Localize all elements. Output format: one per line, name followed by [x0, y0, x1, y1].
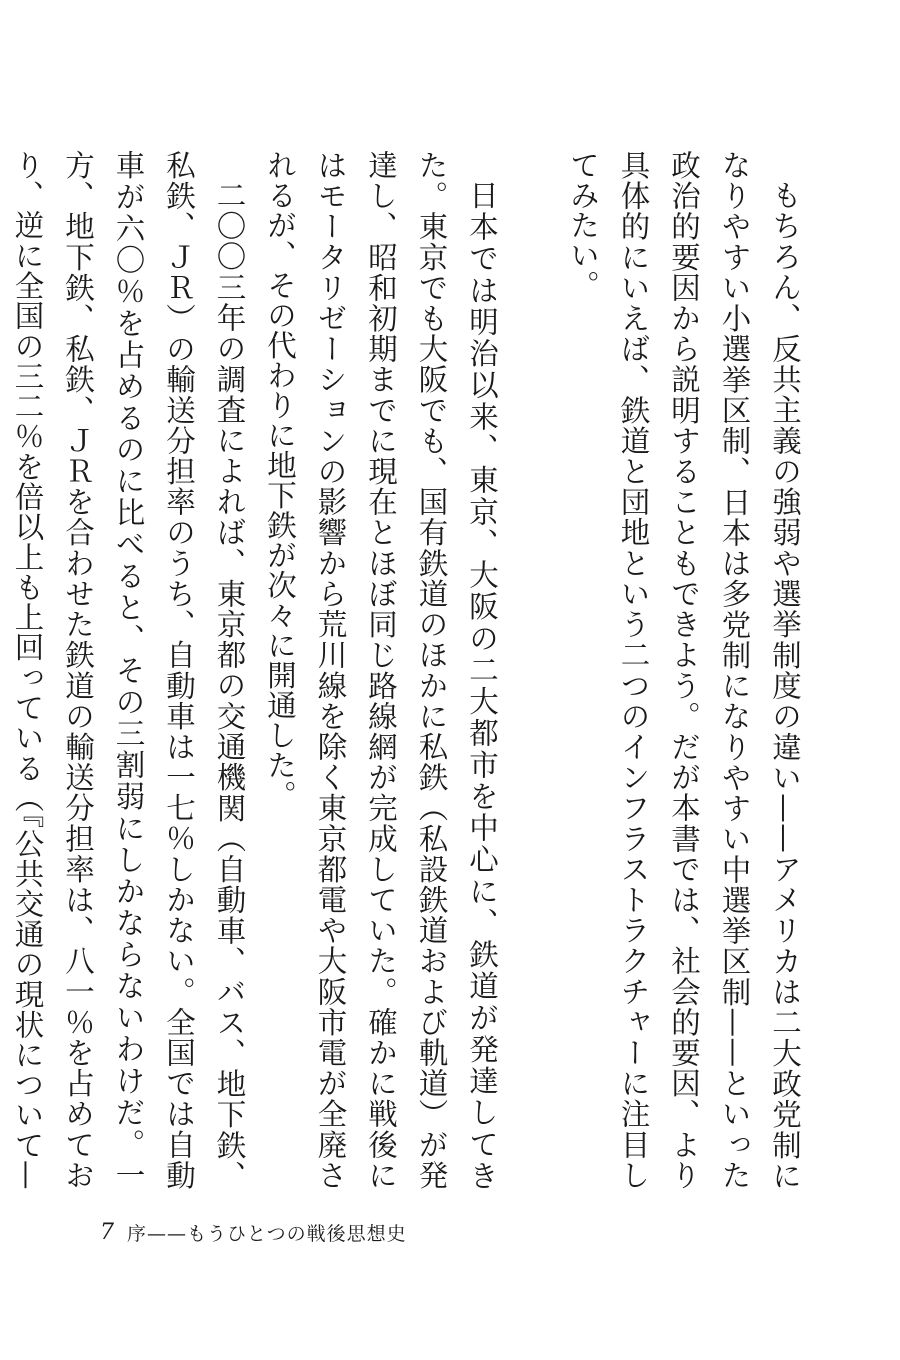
- paragraph-2: 日本では明治以来、東京、大阪の二大都市を中心に、鉄道が発達してきた。東京でも大阪でも、国有鉄道のほかに私鉄（私設鉄道および軌道）が発達し、昭和初期までに現在とほぼ同じ路線網が完成していた。確かに戦後にはモータリゼーションの影響から荒川線を除く東京都電や大阪市電が全廃されるが、その代わりに地下鉄が次々に開通した。: [263, 150, 499, 1191]
- page-footer: [100, 1215, 407, 1249]
- page-number: 7: [100, 1219, 115, 1245]
- paragraph-break: [507, 150, 558, 1190]
- paragraph-1: もちろん、反共主義の強弱や選挙制度の違い——アメリカは二大政党制になりやすい小選挙区制、日本は多党制になりやすい中選挙区制——といった政治的要因から説明することもできよう。だが本書では、社会的要因、より具体的にいえば、鉄道と団地という二つのインフラストラクチャーに注目してみたい。: [566, 150, 802, 1190]
- running-header-chapter-title: 序——もうひとつの戦後思想史: [127, 1222, 407, 1245]
- paragraph-3: 二〇〇三年の調査によれば、東京都の交通機関（自動車、バス、地下鉄、私鉄、ＪＲ）の輸送分担率のうち、自動車は一七％しかない。全国では自動車が六〇％を占めるのに比べると、その三割弱にしかならないわけだ。一方、地下鉄、私鉄、ＪＲを合わせた鉄道の輸送分担率は、八一％を占めており、逆に全国の三二％を倍以上も上回っている（『公共交通の現状について—: [10, 150, 247, 1191]
- body-text: [10, 150, 810, 1191]
